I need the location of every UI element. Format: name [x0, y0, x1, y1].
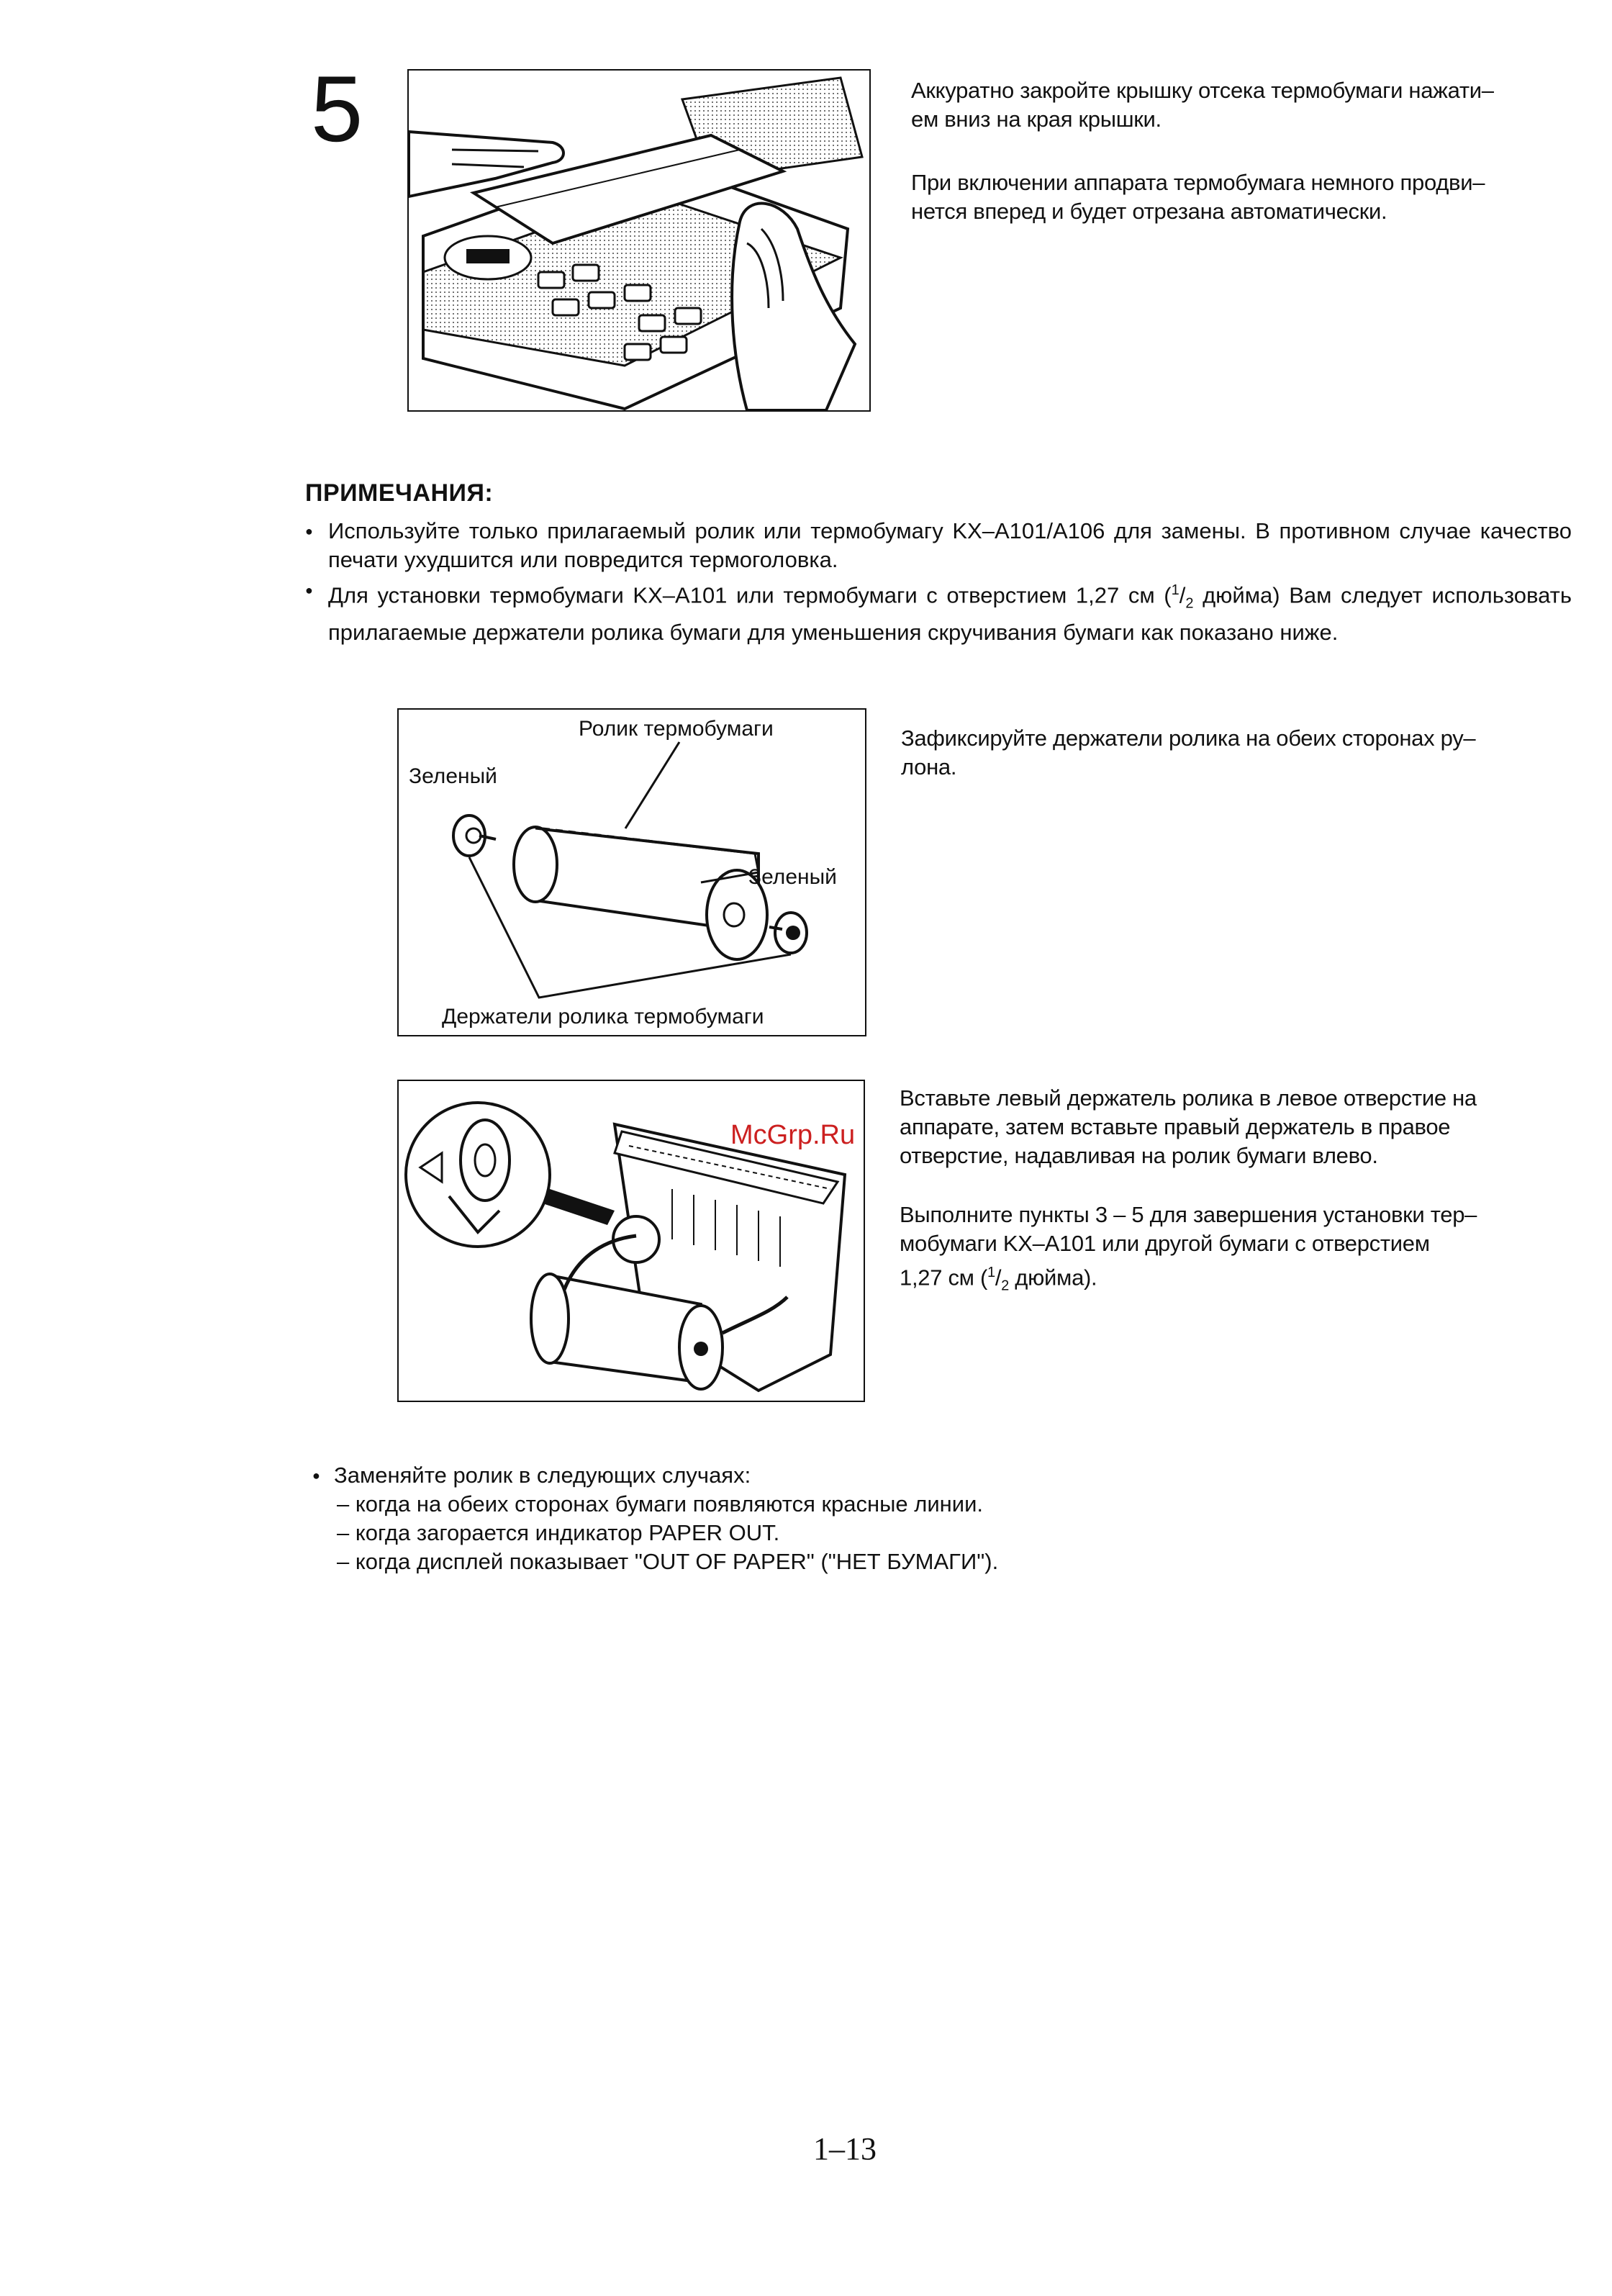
figure-close-cover: [407, 69, 871, 412]
label-roll-holders: Держатели ролика термобумаги: [442, 1005, 764, 1029]
notes-item-2-b: дюйма) Вам следует использовать прилагаемые держатели ролика бумаги для уменьшения скручивания бумаги как показано ниже.: [328, 582, 1572, 645]
replace-head: ● Заменяйте ролик в следующих случаях:: [312, 1461, 998, 1490]
fraction-numerator: 1: [1171, 582, 1179, 598]
figure3-p2-line1: Выполните пункты 3 – 5 для завершения установки тер–: [900, 1202, 1477, 1227]
notes-item-2: ● Для установки термобумаги KX–A101 или термобумаги с отверстием 1,27 см ($^1/_2$ дюйма) Вам следует использовать прилагаемые держатели ролика бумаги для уменьшения скручивания бумаги как показано ниже.: [305, 576, 1572, 647]
figure3-p1-line1: Вставьте левый держатель ролика в левое отверстие на: [900, 1085, 1477, 1111]
figure3-p2-line3-b: дюйма).: [1008, 1265, 1097, 1291]
figure3-p2-line3-a: 1,27 см (: [900, 1265, 987, 1291]
step-number: 5: [311, 56, 363, 161]
step5-p2-line1: При включении аппарата термобумага немного продви–: [911, 170, 1485, 195]
figure2-caption-line2: лона.: [901, 754, 957, 779]
figure3-p2-line3: 1,27 см ($^1/_2$ дюйма).: [900, 1265, 1097, 1294]
label-green-right: Зеленый: [748, 865, 837, 889]
replace-line-2: – когда загорается индикатор PAPER OUT.: [337, 1520, 780, 1545]
notes-item-2-a: Для установки термобумаги KX–A101 или термобумаги с отверстием 1,27 см (: [328, 582, 1172, 608]
watermark-text: McGrp.Ru: [730, 1120, 856, 1150]
replace-line-1: – когда на обеих сторонах бумаги появляются красные линии.: [337, 1491, 984, 1517]
replace-roll-list: [312, 1461, 998, 1576]
figure3-paragraph-1: [900, 1084, 1569, 1170]
step5-paragraph-2: [911, 168, 1573, 226]
figure3-p2-line2: мобумаги KX–A101 или другой бумаги с отверстием: [900, 1231, 1430, 1256]
figure-roll-holders: [397, 708, 866, 1036]
replace-line-3: – когда дисплей показывает "OUT OF PAPER" ("НЕТ БУМАГИ").: [337, 1549, 999, 1574]
step5-p1-line2: ем вниз на края крышки.: [911, 107, 1162, 132]
notes-item-1: ● Используйте только прилагаемый ролик или термобумагу KX–A101/A106 для замены. В противном случае качество печати ухудшится или повредится термоголовка.: [305, 517, 1572, 574]
fraction-denominator: 2: [1185, 595, 1194, 612]
step5-paragraph-1: [911, 76, 1573, 134]
figure3-p1-line3: отверстие, надавливая на ролик бумаги влево.: [900, 1143, 1378, 1168]
figure2-caption: [901, 724, 1570, 782]
step5-p1-line1: Аккуратно закройте крышку отсека термобумаги нажати–: [911, 78, 1494, 103]
figure3-paragraph-2: [900, 1201, 1569, 1301]
step5-p2-line2: нется вперед и будет отрезана автоматически.: [911, 199, 1387, 224]
notes-title: ПРИМЕЧАНИЯ:: [305, 479, 494, 507]
fraction-denominator: 2: [1001, 1278, 1009, 1294]
figure3-p1-line2: аппарате, затем вставьте правый держатель в правое: [900, 1114, 1451, 1139]
fax-illustration: [409, 71, 869, 410]
notes-list: [305, 517, 1572, 648]
fraction-numerator: 1: [987, 1265, 995, 1280]
label-green-left: Зеленый: [409, 764, 497, 788]
figure2-caption-line1: Зафиксируйте держатели ролика на обеих сторонах ру–: [901, 726, 1476, 751]
label-thermal-roll: Ролик термобумаги: [579, 717, 774, 741]
page-number: 1–13: [813, 2131, 877, 2166]
